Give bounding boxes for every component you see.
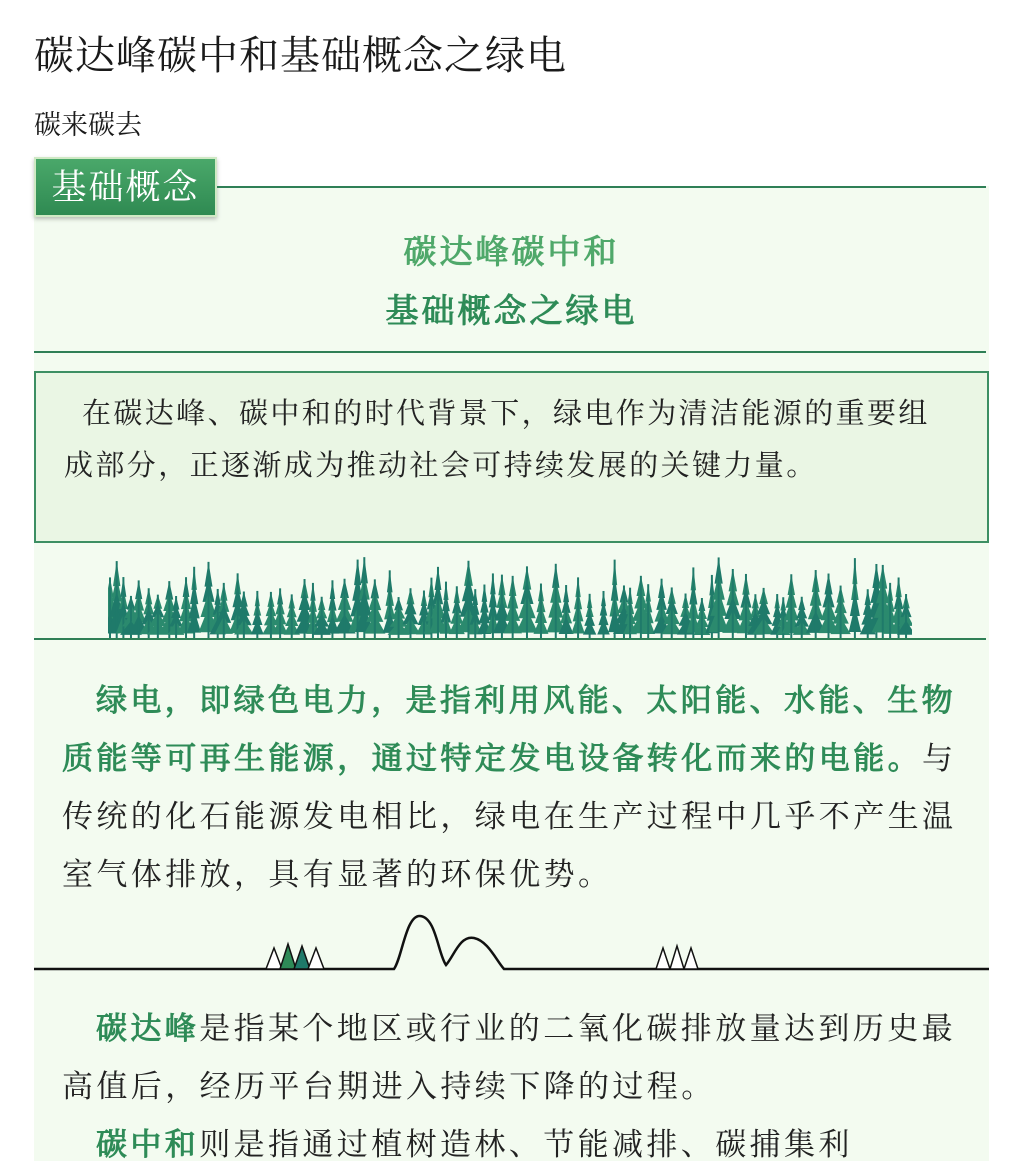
pine-tree	[687, 567, 701, 638]
pine-tree	[849, 558, 862, 638]
carbon-neutral-term: 碳中和	[96, 1127, 200, 1163]
pine-tree	[583, 594, 596, 638]
section-tag: 基础概念	[34, 157, 217, 217]
article-author[interactable]: 碳来碳去	[34, 110, 142, 141]
carbon-peak-line	[62, 1000, 967, 1116]
carbon-peak-text: 是指某个地区或行业的二氧化碳排放量达到历史最高值后，经历平台期进入持续下降的过程。	[62, 1011, 957, 1105]
intro-text: 在碳达峰、碳中和的时代背景下，绿电作为清洁能源的重要组成部分，正逐渐成为推动社会可持续发展的关键力量。	[64, 396, 930, 482]
headline-line-1: 碳达峰碳中和	[403, 232, 620, 271]
forest-illustration	[108, 556, 912, 638]
carbon-peak-term: 碳达峰	[96, 1011, 200, 1047]
forest-ground-line	[34, 638, 986, 640]
small-tree-group-left	[266, 944, 324, 969]
intro-box	[34, 371, 989, 543]
headline-line-2: 基础概念之绿电	[385, 291, 638, 330]
pine-tree	[597, 591, 610, 638]
carbon-neutral-line	[62, 1116, 967, 1174]
mountain-landscape-illustration	[34, 910, 989, 976]
pine-tree	[533, 584, 548, 638]
pine-tree	[516, 566, 538, 638]
pine-tree	[830, 586, 850, 638]
definition-paragraph	[62, 672, 967, 904]
pine-tree	[401, 588, 421, 638]
article-title: 碳达峰碳中和基础概念之绿电	[34, 33, 567, 79]
definition-rest: 与传统的化石能源发电相比，绿电在生产过程中几乎不产生温室气体排放，具有显著的环保优势。	[62, 741, 957, 893]
pine-tree	[251, 591, 264, 638]
section-tag-line	[217, 186, 986, 188]
definition-highlight: 绿电，即绿色电力，是指利用风能、太阳能、水能、生物质能等可再生能源，通过特定发电设备转化而来的电能。	[62, 683, 956, 777]
carbon-neutral-text: 则是指通过植树造林、节能减排、碳捕集利	[199, 1127, 853, 1163]
pine-tree	[571, 577, 584, 638]
divider-rule	[34, 351, 986, 353]
carbon-concepts-paragraph	[62, 1000, 967, 1174]
small-tree-group-right	[656, 946, 698, 969]
